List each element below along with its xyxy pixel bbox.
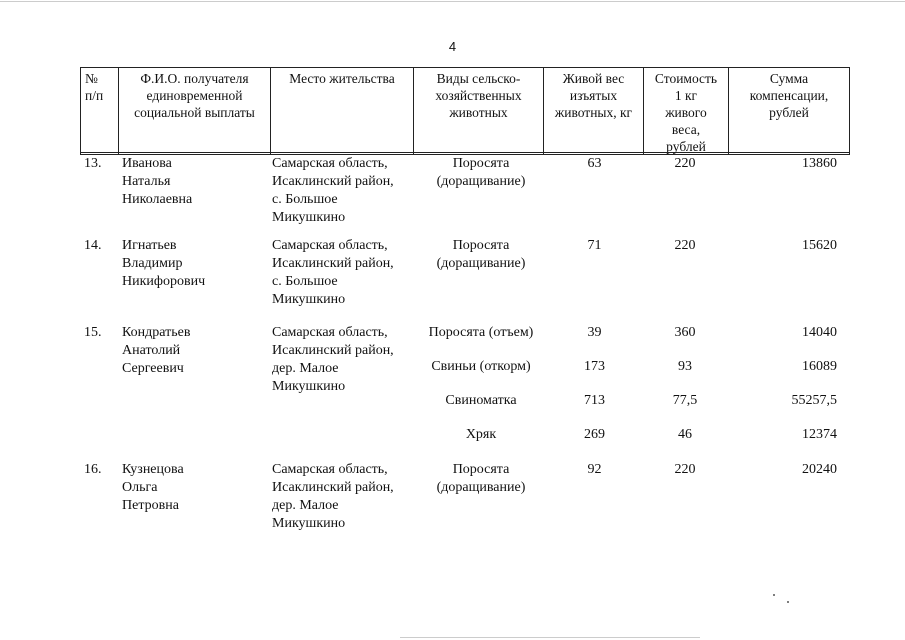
row-number: 15. — [84, 325, 102, 340]
animal-kind: Поросята (доращивание) — [436, 156, 526, 189]
compensation-sum: 16089 — [802, 359, 837, 374]
live-weight: 39 — [587, 325, 602, 340]
residence: Самарская область, Исаклинский район, дер. Малое Микушкино — [272, 462, 394, 531]
residence: Самарская область, Исаклинский район, с. Большое Микушкино — [272, 238, 394, 307]
residence: Самарская область, Исаклинский район, дер. Малое Микушкино — [272, 325, 394, 394]
animal-kind: Хряк — [465, 427, 497, 442]
header-live-weight: Живой вес изъятых животных, кг — [544, 68, 644, 154]
header-name: Ф.И.О. получателя единовременной социальной выплаты — [119, 68, 271, 154]
live-weight: 173 — [584, 359, 605, 374]
live-weight: 269 — [584, 427, 605, 442]
compensation-sum: 12374 — [802, 427, 837, 442]
compensation-sum: 13860 — [802, 156, 837, 171]
row-number: 16. — [84, 462, 102, 477]
live-weight: 713 — [584, 393, 605, 408]
price-per-kg: 77,5 — [672, 393, 698, 408]
animal-kind: Поросята (доращивание) — [436, 238, 526, 271]
scan-speck — [773, 594, 775, 596]
price-per-kg: 360 — [674, 325, 696, 340]
compensation-sum: 14040 — [802, 325, 837, 340]
residence: Самарская область, Исаклинский район, с. Большое Микушкино — [272, 156, 394, 225]
scan-speck — [787, 601, 789, 603]
page-number: 4 — [448, 39, 457, 54]
price-per-kg: 93 — [678, 359, 692, 374]
live-weight: 71 — [587, 238, 602, 253]
row-number: 13. — [84, 156, 102, 171]
header-animal-kind: Виды сельско- хозяйственных животных — [414, 68, 544, 154]
compensation-sum: 20240 — [802, 462, 837, 477]
header-address: Место жительства — [271, 68, 414, 154]
table-row — [80, 461, 850, 541]
recipient-name: Кондратьев Анатолий Сергеевич — [122, 325, 191, 376]
recipient-name: Кузнецова Ольга Петровна — [122, 462, 184, 513]
header-num: № п/п — [81, 68, 119, 154]
animal-line — [417, 324, 850, 358]
header-price-per-kg: Стоимость 1 кг живого веса, рублей — [644, 68, 729, 154]
scan-artifact-top — [0, 1, 905, 2]
animal-line — [417, 358, 850, 392]
recipient-name: Игнатьев Владимир Никифорович — [122, 238, 206, 289]
header-divider — [80, 152, 850, 153]
compensation-sum: 15620 — [802, 238, 837, 253]
price-per-kg: 220 — [674, 462, 696, 477]
animal-line — [417, 461, 850, 495]
recipient-name: Иванова Наталья Николаевна — [122, 156, 193, 207]
animal-kind: Свиноматка — [445, 393, 517, 408]
row-number: 14. — [84, 238, 102, 253]
scan-artifact-bottom — [400, 637, 700, 638]
price-per-kg: 220 — [674, 156, 696, 171]
animal-kind: Свиньи (откорм) — [431, 359, 531, 374]
animal-line — [417, 426, 850, 460]
live-weight: 92 — [587, 462, 602, 477]
animal-line — [417, 392, 850, 426]
table-row — [80, 155, 850, 237]
animal-line — [417, 155, 850, 189]
table-row — [80, 324, 850, 461]
compensation-sum: 55257,5 — [791, 393, 837, 408]
price-per-kg: 46 — [678, 427, 692, 442]
animal-kind: Поросята (отъем) — [428, 325, 534, 340]
price-per-kg: 220 — [674, 238, 696, 253]
animal-kind: Поросята (доращивание) — [436, 462, 526, 495]
live-weight: 63 — [587, 156, 602, 171]
table-row — [80, 237, 850, 324]
animal-line — [417, 237, 850, 271]
header-compensation-sum: Сумма компенсации, рублей — [749, 71, 829, 120]
table-header — [80, 67, 850, 155]
